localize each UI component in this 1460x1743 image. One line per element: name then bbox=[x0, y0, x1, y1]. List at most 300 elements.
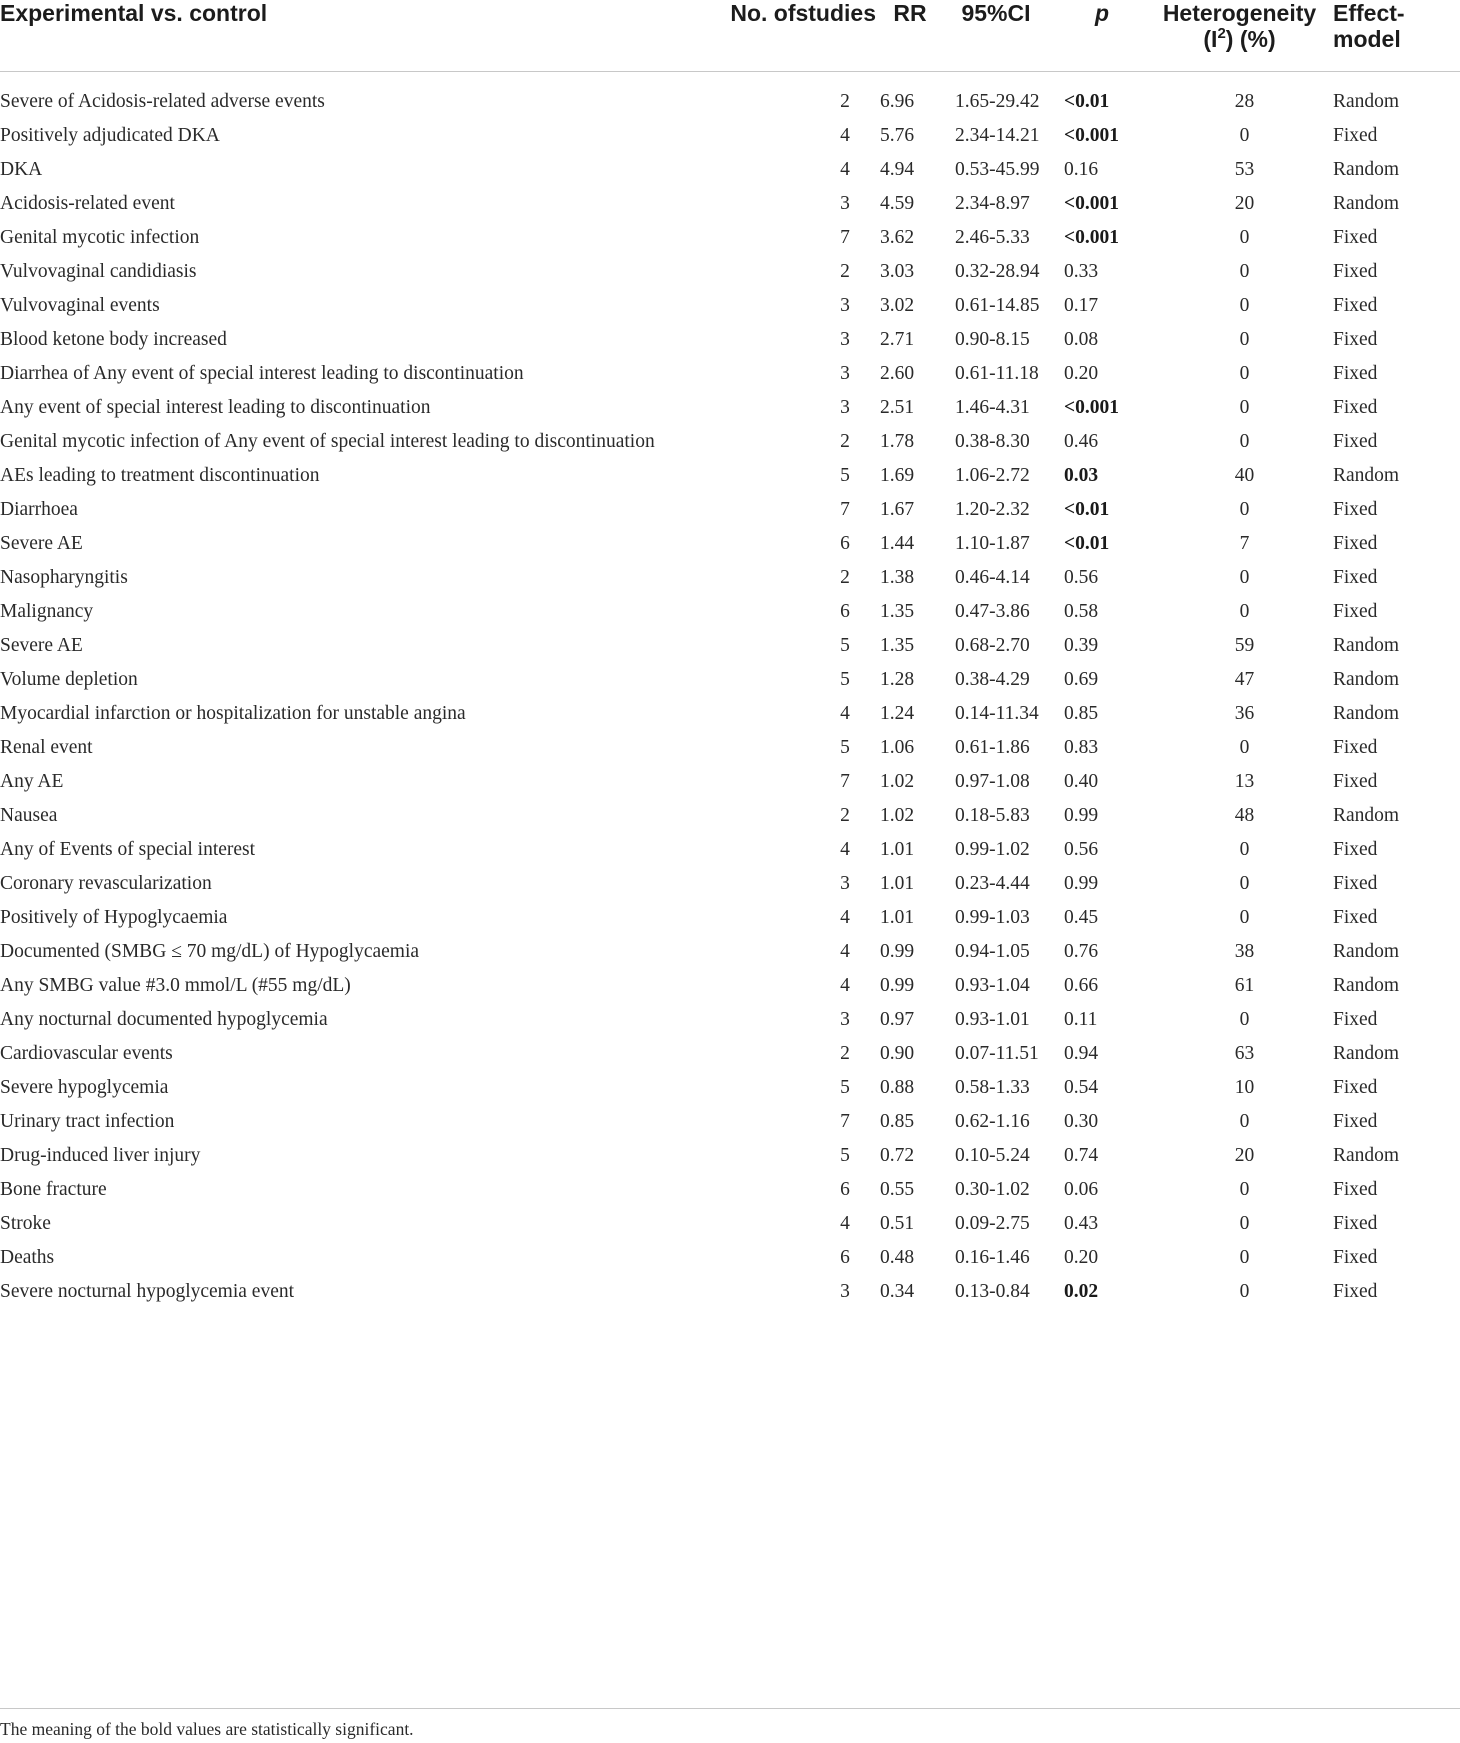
table-row bbox=[0, 1072, 1460, 1106]
table-row bbox=[0, 562, 1460, 596]
cell-outcome: Severe AE bbox=[0, 635, 83, 656]
cell-effect-model: Fixed bbox=[1333, 1281, 1378, 1302]
cell-outcome: Severe nocturnal hypoglycemia event bbox=[0, 1281, 295, 1302]
cell-rr: 2.51 bbox=[880, 397, 915, 418]
cell-p-value: 0.11 bbox=[1064, 1009, 1098, 1030]
table-row bbox=[0, 630, 1460, 664]
cell-rr: 1.38 bbox=[880, 567, 915, 588]
cell-rr: 3.62 bbox=[880, 227, 915, 248]
header-n-studies: No. ofstudies bbox=[700, 0, 880, 72]
cell-outcome: Nasopharyngitis bbox=[0, 567, 128, 588]
cell-outcome: Drug-induced liver injury bbox=[0, 1145, 201, 1166]
cell-effect-model: Fixed bbox=[1333, 329, 1378, 350]
table-row bbox=[0, 154, 1460, 188]
cell-rr: 1.02 bbox=[880, 771, 915, 792]
cell-ci: 0.47-3.86 bbox=[955, 601, 1030, 622]
cell-rr: 1.78 bbox=[880, 431, 915, 452]
cell-rr: 0.97 bbox=[880, 1009, 915, 1030]
cell-n-studies: 5 bbox=[840, 669, 850, 690]
table-row bbox=[0, 256, 1460, 290]
cell-p-value: 0.43 bbox=[1064, 1213, 1099, 1234]
cell-outcome: Genital mycotic infection of Any event of special interest leading to discontinuation bbox=[0, 431, 655, 452]
cell-ci: 0.97-1.08 bbox=[955, 771, 1030, 792]
cell-rr: 1.01 bbox=[880, 907, 915, 928]
cell-outcome: Severe of Acidosis-related adverse events bbox=[0, 91, 325, 112]
cell-outcome: DKA bbox=[0, 159, 43, 180]
cell-effect-model: Random bbox=[1333, 1043, 1400, 1064]
table-row bbox=[0, 392, 1460, 426]
header-heterogeneity-sup: 2 bbox=[1217, 25, 1226, 42]
cell-rr: 1.24 bbox=[880, 703, 915, 724]
cell-ci: 2.46-5.33 bbox=[955, 227, 1030, 248]
cell-p-value: 0.58 bbox=[1064, 601, 1099, 622]
cell-outcome: Urinary tract infection bbox=[0, 1111, 175, 1132]
cell-n-studies: 5 bbox=[840, 465, 850, 486]
cell-heterogeneity: 0 bbox=[1239, 125, 1250, 146]
cell-p-value: 0.30 bbox=[1064, 1111, 1099, 1132]
cell-n-studies: 2 bbox=[840, 431, 850, 452]
table-row bbox=[0, 596, 1460, 630]
table-row bbox=[0, 494, 1460, 528]
header-row bbox=[0, 0, 1460, 72]
cell-heterogeneity: 28 bbox=[1234, 91, 1255, 112]
cell-rr: 1.35 bbox=[880, 601, 915, 622]
cell-heterogeneity: 0 bbox=[1239, 363, 1250, 384]
table-row bbox=[0, 902, 1460, 936]
header-effect-model: Effect- model bbox=[1327, 0, 1460, 72]
cell-effect-model: Random bbox=[1333, 669, 1400, 690]
cell-rr: 6.96 bbox=[880, 91, 915, 112]
cell-ci: 2.34-8.97 bbox=[955, 193, 1030, 214]
cell-p-value: 0.54 bbox=[1064, 1077, 1099, 1098]
table-row bbox=[0, 1004, 1460, 1038]
cell-ci: 0.46-4.14 bbox=[955, 567, 1030, 588]
cell-rr: 5.76 bbox=[880, 125, 915, 146]
cell-effect-model: Fixed bbox=[1333, 1009, 1378, 1030]
cell-rr: 1.01 bbox=[880, 839, 915, 860]
table-row bbox=[0, 766, 1460, 800]
cell-effect-model: Fixed bbox=[1333, 873, 1378, 894]
cell-heterogeneity: 0 bbox=[1239, 1247, 1250, 1268]
cell-n-studies: 2 bbox=[840, 91, 850, 112]
cell-effect-model: Fixed bbox=[1333, 295, 1378, 316]
cell-n-studies: 6 bbox=[840, 1179, 850, 1200]
cell-effect-model: Fixed bbox=[1333, 907, 1378, 928]
cell-heterogeneity: 20 bbox=[1234, 193, 1255, 214]
cell-n-studies: 2 bbox=[840, 261, 850, 282]
table-row bbox=[0, 868, 1460, 902]
cell-effect-model: Random bbox=[1333, 193, 1400, 214]
table-row bbox=[0, 1276, 1460, 1310]
cell-outcome: Genital mycotic infection bbox=[0, 227, 200, 248]
cell-p-value: 0.33 bbox=[1064, 261, 1099, 282]
cell-p-value: 0.03 bbox=[1064, 465, 1099, 486]
header-ci: 95%CI bbox=[940, 0, 1052, 72]
cell-n-studies: 6 bbox=[840, 601, 850, 622]
cell-p-value: 0.94 bbox=[1064, 1043, 1099, 1064]
table-row bbox=[0, 732, 1460, 766]
cell-heterogeneity: 0 bbox=[1239, 1213, 1250, 1234]
cell-ci: 1.46-4.31 bbox=[955, 397, 1030, 418]
cell-p-value: <0.001 bbox=[1064, 193, 1119, 214]
cell-ci: 0.32-28.94 bbox=[955, 261, 1040, 282]
cell-rr: 1.06 bbox=[880, 737, 915, 758]
cell-rr: 0.85 bbox=[880, 1111, 915, 1132]
cell-rr: 0.51 bbox=[880, 1213, 915, 1234]
table-row bbox=[0, 698, 1460, 732]
cell-rr: 2.60 bbox=[880, 363, 915, 384]
header-p: p bbox=[1052, 0, 1152, 72]
cell-n-studies: 4 bbox=[840, 975, 850, 996]
table-row bbox=[0, 970, 1460, 1004]
cell-effect-model: Random bbox=[1333, 635, 1400, 656]
cell-outcome: Any nocturnal documented hypoglycemia bbox=[0, 1009, 328, 1030]
cell-rr: 4.94 bbox=[880, 159, 915, 180]
cell-heterogeneity: 0 bbox=[1239, 567, 1250, 588]
cell-heterogeneity: 20 bbox=[1234, 1145, 1255, 1166]
cell-ci: 0.68-2.70 bbox=[955, 635, 1030, 656]
cell-ci: 0.99-1.02 bbox=[955, 839, 1030, 860]
cell-heterogeneity: 0 bbox=[1239, 873, 1250, 894]
cell-ci: 0.38-8.30 bbox=[955, 431, 1030, 452]
cell-effect-model: Fixed bbox=[1333, 125, 1378, 146]
cell-n-studies: 7 bbox=[840, 1111, 850, 1132]
cell-ci: 0.61-14.85 bbox=[955, 295, 1040, 316]
cell-rr: 0.48 bbox=[880, 1247, 915, 1268]
cell-rr: 0.99 bbox=[880, 941, 915, 962]
cell-heterogeneity: 13 bbox=[1234, 771, 1255, 792]
cell-outcome: Vulvovaginal events bbox=[0, 295, 160, 316]
table-header bbox=[0, 0, 1460, 72]
cell-effect-model: Fixed bbox=[1333, 601, 1378, 622]
cell-p-value: 0.83 bbox=[1064, 737, 1099, 758]
cell-effect-model: Fixed bbox=[1333, 261, 1378, 282]
cell-heterogeneity: 7 bbox=[1239, 533, 1250, 554]
cell-outcome: Documented (SMBG ≤ 70 mg/dL) of Hypoglycaemia bbox=[0, 941, 420, 962]
cell-ci: 0.10-5.24 bbox=[955, 1145, 1030, 1166]
cell-ci: 0.99-1.03 bbox=[955, 907, 1030, 928]
cell-effect-model: Random bbox=[1333, 1145, 1400, 1166]
header-outcome: Experimental vs. control bbox=[0, 0, 700, 72]
cell-outcome: Positively of Hypoglycaemia bbox=[0, 907, 228, 928]
cell-ci: 0.23-4.44 bbox=[955, 873, 1030, 894]
cell-ci: 0.14-11.34 bbox=[955, 703, 1039, 724]
cell-n-studies: 3 bbox=[840, 1281, 850, 1302]
cell-n-studies: 7 bbox=[840, 227, 850, 248]
cell-p-value: 0.16 bbox=[1064, 159, 1099, 180]
cell-outcome: Acidosis-related event bbox=[0, 193, 175, 214]
cell-p-value: 0.74 bbox=[1064, 1145, 1099, 1166]
cell-heterogeneity: 0 bbox=[1239, 329, 1250, 350]
table-row bbox=[0, 1038, 1460, 1072]
cell-n-studies: 5 bbox=[840, 737, 850, 758]
cell-effect-model: Fixed bbox=[1333, 771, 1378, 792]
table-row bbox=[0, 72, 1460, 121]
cell-n-studies: 4 bbox=[840, 941, 850, 962]
cell-n-studies: 3 bbox=[840, 295, 850, 316]
cell-rr: 4.59 bbox=[880, 193, 915, 214]
cell-outcome: Diarrhoea bbox=[0, 499, 78, 520]
cell-ci: 1.10-1.87 bbox=[955, 533, 1030, 554]
cell-outcome: Diarrhea of Any event of special interest leading to discontinuation bbox=[0, 363, 524, 384]
table-row bbox=[0, 1140, 1460, 1174]
cell-heterogeneity: 10 bbox=[1234, 1077, 1255, 1098]
cell-p-value: <0.001 bbox=[1064, 397, 1119, 418]
table-row bbox=[0, 290, 1460, 324]
cell-outcome: Bone fracture bbox=[0, 1179, 107, 1200]
cell-n-studies: 4 bbox=[840, 703, 850, 724]
cell-ci: 0.13-0.84 bbox=[955, 1281, 1030, 1302]
cell-effect-model: Fixed bbox=[1333, 533, 1378, 554]
table-row bbox=[0, 1106, 1460, 1140]
cell-p-value: 0.66 bbox=[1064, 975, 1099, 996]
cell-effect-model: Fixed bbox=[1333, 397, 1378, 418]
cell-p-value: <0.001 bbox=[1064, 125, 1119, 146]
cell-p-value: 0.39 bbox=[1064, 635, 1099, 656]
cell-n-studies: 4 bbox=[840, 125, 850, 146]
cell-ci: 0.94-1.05 bbox=[955, 941, 1030, 962]
cell-effect-model: Random bbox=[1333, 703, 1400, 724]
cell-rr: 0.55 bbox=[880, 1179, 915, 1200]
cell-rr: 1.02 bbox=[880, 805, 915, 826]
cell-ci: 0.61-1.86 bbox=[955, 737, 1030, 758]
cell-heterogeneity: 0 bbox=[1239, 261, 1250, 282]
cell-effect-model: Fixed bbox=[1333, 431, 1378, 452]
cell-heterogeneity: 0 bbox=[1239, 1281, 1250, 1302]
cell-rr: 1.67 bbox=[880, 499, 915, 520]
cell-heterogeneity: 0 bbox=[1239, 737, 1250, 758]
cell-n-studies: 3 bbox=[840, 397, 850, 418]
cell-rr: 1.01 bbox=[880, 873, 915, 894]
cell-n-studies: 4 bbox=[840, 907, 850, 928]
header-heterogeneity-line2-post: ) (%) bbox=[1225, 26, 1276, 52]
table-row bbox=[0, 800, 1460, 834]
cell-n-studies: 3 bbox=[840, 1009, 850, 1030]
cell-effect-model: Fixed bbox=[1333, 567, 1378, 588]
cell-rr: 0.99 bbox=[880, 975, 915, 996]
cell-heterogeneity: 48 bbox=[1234, 805, 1255, 826]
cell-outcome: Any SMBG value #3.0 mmol/L (#55 mg/dL) bbox=[0, 975, 351, 996]
cell-effect-model: Random bbox=[1333, 941, 1400, 962]
cell-ci: 0.53-45.99 bbox=[955, 159, 1040, 180]
table-row bbox=[0, 528, 1460, 562]
cell-heterogeneity: 38 bbox=[1234, 941, 1255, 962]
cell-outcome: Nausea bbox=[0, 805, 58, 826]
cell-outcome: Malignancy bbox=[0, 601, 94, 622]
cell-ci: 0.30-1.02 bbox=[955, 1179, 1030, 1200]
cell-p-value: 0.46 bbox=[1064, 431, 1099, 452]
cell-p-value: <0.001 bbox=[1064, 227, 1119, 248]
cell-effect-model: Random bbox=[1333, 805, 1400, 826]
cell-outcome: Blood ketone body increased bbox=[0, 329, 227, 350]
cell-heterogeneity: 40 bbox=[1234, 465, 1255, 486]
cell-effect-model: Random bbox=[1333, 159, 1400, 180]
cell-outcome: Positively adjudicated DKA bbox=[0, 125, 220, 146]
cell-p-value: 0.40 bbox=[1064, 771, 1099, 792]
cell-rr: 1.44 bbox=[880, 533, 915, 554]
cell-effect-model: Random bbox=[1333, 465, 1400, 486]
cell-ci: 0.58-1.33 bbox=[955, 1077, 1030, 1098]
cell-outcome: Volume depletion bbox=[0, 669, 138, 690]
cell-n-studies: 3 bbox=[840, 363, 850, 384]
cell-ci: 1.20-2.32 bbox=[955, 499, 1030, 520]
cell-heterogeneity: 0 bbox=[1239, 499, 1250, 520]
cell-ci: 2.34-14.21 bbox=[955, 125, 1040, 146]
header-heterogeneity-line2-pre: (I bbox=[1203, 26, 1218, 52]
table-row bbox=[0, 936, 1460, 970]
cell-n-studies: 3 bbox=[840, 193, 850, 214]
cell-effect-model: Fixed bbox=[1333, 839, 1378, 860]
cell-ci: 0.07-11.51 bbox=[955, 1043, 1039, 1064]
cell-rr: 1.28 bbox=[880, 669, 915, 690]
cell-outcome: Deaths bbox=[0, 1247, 55, 1268]
cell-p-value: 0.56 bbox=[1064, 567, 1099, 588]
table-row bbox=[0, 120, 1460, 154]
cell-effect-model: Fixed bbox=[1333, 499, 1378, 520]
cell-p-value: 0.85 bbox=[1064, 703, 1099, 724]
cell-outcome: Severe AE bbox=[0, 533, 83, 554]
cell-n-studies: 2 bbox=[840, 1043, 850, 1064]
cell-heterogeneity: 63 bbox=[1234, 1043, 1255, 1064]
cell-rr: 0.88 bbox=[880, 1077, 915, 1098]
cell-effect-model: Fixed bbox=[1333, 1179, 1378, 1200]
cell-heterogeneity: 61 bbox=[1234, 975, 1255, 996]
cell-rr: 0.72 bbox=[880, 1145, 915, 1166]
cell-effect-model: Fixed bbox=[1333, 227, 1378, 248]
cell-n-studies: 5 bbox=[840, 635, 850, 656]
cell-heterogeneity: 36 bbox=[1234, 703, 1255, 724]
cell-n-studies: 3 bbox=[840, 329, 850, 350]
cell-heterogeneity: 0 bbox=[1239, 1009, 1250, 1030]
cell-p-value: 0.17 bbox=[1064, 295, 1099, 316]
cell-outcome: Any event of special interest leading to discontinuation bbox=[0, 397, 431, 418]
table-row bbox=[0, 426, 1460, 460]
cell-effect-model: Fixed bbox=[1333, 1247, 1378, 1268]
cell-heterogeneity: 0 bbox=[1239, 1179, 1250, 1200]
cell-ci: 0.38-4.29 bbox=[955, 669, 1030, 690]
table-row bbox=[0, 460, 1460, 494]
cell-p-value: 0.69 bbox=[1064, 669, 1099, 690]
cell-heterogeneity: 0 bbox=[1239, 227, 1250, 248]
cell-ci: 0.93-1.04 bbox=[955, 975, 1030, 996]
cell-outcome: Severe hypoglycemia bbox=[0, 1077, 169, 1098]
table-row bbox=[0, 188, 1460, 222]
cell-p-value: 0.99 bbox=[1064, 873, 1099, 894]
cell-heterogeneity: 0 bbox=[1239, 1111, 1250, 1132]
cell-heterogeneity: 0 bbox=[1239, 397, 1250, 418]
cell-n-studies: 4 bbox=[840, 1213, 850, 1234]
table-row bbox=[0, 1174, 1460, 1208]
cell-heterogeneity: 47 bbox=[1234, 669, 1255, 690]
cell-n-studies: 6 bbox=[840, 533, 850, 554]
cell-rr: 1.35 bbox=[880, 635, 915, 656]
cell-p-value: 0.99 bbox=[1064, 805, 1099, 826]
cell-rr: 3.02 bbox=[880, 295, 915, 316]
cell-heterogeneity: 53 bbox=[1234, 159, 1255, 180]
header-heterogeneity bbox=[1152, 0, 1327, 72]
table-row bbox=[0, 222, 1460, 256]
cell-effect-model: Fixed bbox=[1333, 1111, 1378, 1132]
cell-effect-model: Fixed bbox=[1333, 1213, 1378, 1234]
cell-p-value: 0.20 bbox=[1064, 1247, 1099, 1268]
header-rr: RR bbox=[880, 0, 940, 72]
cell-rr: 0.90 bbox=[880, 1043, 915, 1064]
table-row bbox=[0, 1242, 1460, 1276]
cell-p-value: 0.02 bbox=[1064, 1281, 1099, 1302]
cell-ci: 0.09-2.75 bbox=[955, 1213, 1030, 1234]
cell-ci: 0.62-1.16 bbox=[955, 1111, 1030, 1132]
header-heterogeneity-line1: Heterogeneity bbox=[1162, 0, 1317, 26]
cell-effect-model: Fixed bbox=[1333, 737, 1378, 758]
cell-outcome: Myocardial infarction or hospitalization for unstable angina bbox=[0, 703, 466, 724]
cell-p-value: 0.45 bbox=[1064, 907, 1099, 928]
cell-p-value: <0.01 bbox=[1064, 533, 1110, 554]
cell-rr: 2.71 bbox=[880, 329, 915, 350]
cell-p-value: 0.20 bbox=[1064, 363, 1099, 384]
table-row bbox=[0, 834, 1460, 868]
cell-ci: 1.06-2.72 bbox=[955, 465, 1030, 486]
cell-rr: 0.34 bbox=[880, 1281, 915, 1302]
cell-ci: 0.90-8.15 bbox=[955, 329, 1030, 350]
cell-outcome: AEs leading to treatment discontinuation bbox=[0, 465, 320, 486]
cell-n-studies: 5 bbox=[840, 1145, 850, 1166]
cell-effect-model: Fixed bbox=[1333, 363, 1378, 384]
cell-ci: 0.93-1.01 bbox=[955, 1009, 1030, 1030]
cell-ci: 0.18-5.83 bbox=[955, 805, 1030, 826]
cell-heterogeneity: 0 bbox=[1239, 431, 1250, 452]
cell-p-value: <0.01 bbox=[1064, 91, 1110, 112]
cell-n-studies: 2 bbox=[840, 567, 850, 588]
cell-heterogeneity: 0 bbox=[1239, 907, 1250, 928]
cell-n-studies: 5 bbox=[840, 1077, 850, 1098]
table-footnote: The meaning of the bold values are statistically significant. bbox=[0, 1708, 1460, 1740]
cell-outcome: Any AE bbox=[0, 771, 64, 792]
cell-rr: 3.03 bbox=[880, 261, 915, 282]
cell-n-studies: 6 bbox=[840, 1247, 850, 1268]
cell-rr: 1.69 bbox=[880, 465, 915, 486]
cell-effect-model: Random bbox=[1333, 91, 1400, 112]
cell-p-value: 0.56 bbox=[1064, 839, 1099, 860]
table-row bbox=[0, 664, 1460, 698]
cell-p-value: <0.01 bbox=[1064, 499, 1110, 520]
cell-p-value: 0.08 bbox=[1064, 329, 1099, 350]
table-row bbox=[0, 324, 1460, 358]
cell-effect-model: Random bbox=[1333, 975, 1400, 996]
cell-heterogeneity: 0 bbox=[1239, 295, 1250, 316]
cell-p-value: 0.06 bbox=[1064, 1179, 1099, 1200]
cell-outcome: Renal event bbox=[0, 737, 93, 758]
cell-ci: 0.61-11.18 bbox=[955, 363, 1039, 384]
cell-outcome: Stroke bbox=[0, 1213, 51, 1234]
cell-heterogeneity: 0 bbox=[1239, 601, 1250, 622]
cell-n-studies: 7 bbox=[840, 771, 850, 792]
cell-p-value: 0.76 bbox=[1064, 941, 1099, 962]
cell-n-studies: 2 bbox=[840, 805, 850, 826]
cell-effect-model: Fixed bbox=[1333, 1077, 1378, 1098]
cell-outcome: Cardiovascular events bbox=[0, 1043, 173, 1064]
cell-heterogeneity: 0 bbox=[1239, 839, 1250, 860]
cell-n-studies: 7 bbox=[840, 499, 850, 520]
table-row bbox=[0, 358, 1460, 392]
cell-heterogeneity: 59 bbox=[1234, 635, 1255, 656]
table-row bbox=[0, 1208, 1460, 1242]
cell-outcome: Vulvovaginal candidiasis bbox=[0, 261, 197, 282]
cell-ci: 0.16-1.46 bbox=[955, 1247, 1030, 1268]
cell-n-studies: 4 bbox=[840, 159, 850, 180]
cell-n-studies: 4 bbox=[840, 839, 850, 860]
table-body bbox=[0, 72, 1460, 1311]
cell-outcome: Any of Events of special interest bbox=[0, 839, 256, 860]
